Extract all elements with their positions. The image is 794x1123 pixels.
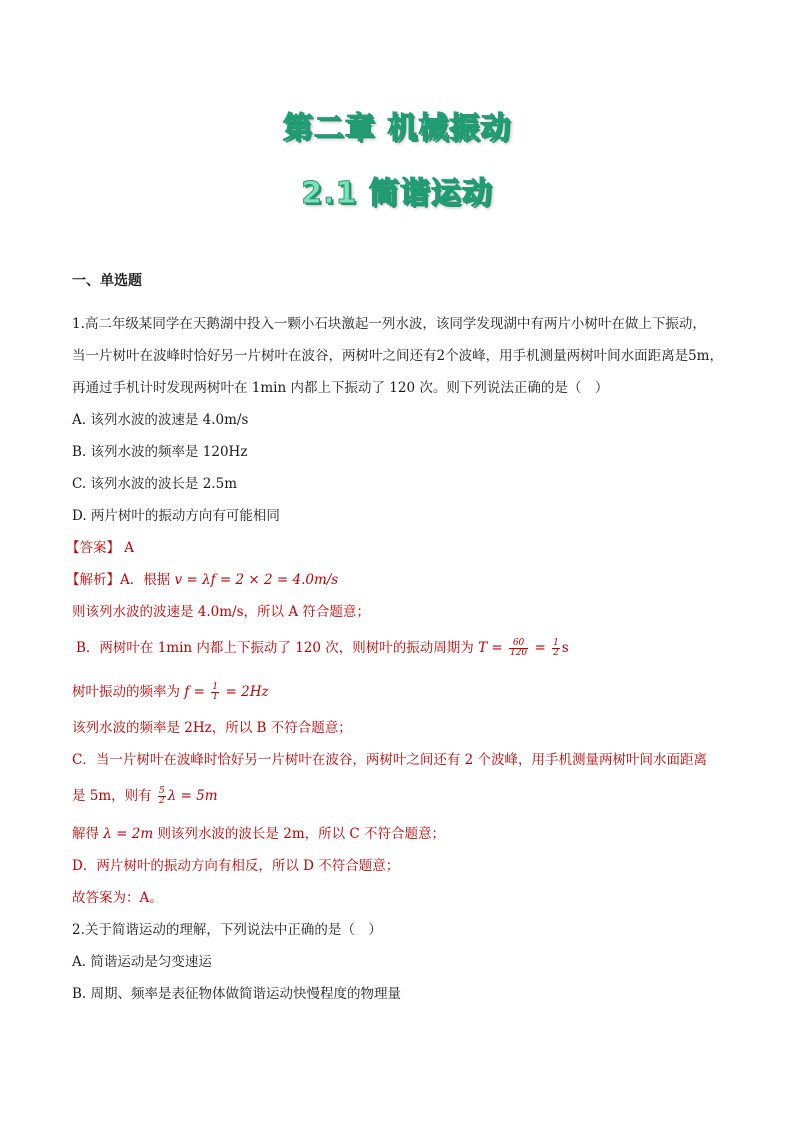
frac-denominator: 2 xyxy=(158,796,165,806)
q1-stem-line1: 1.高二年级某同学在天鹅湖中投入一颗小石块激起一列水波，该同学发现湖中有两片小树叶在做上下振动， xyxy=(72,316,706,332)
q2-option-b: B. 周期、频率是表征物体做简谐运动快慢程度的物理量 xyxy=(72,986,402,1002)
fraction-1-T xyxy=(211,683,219,702)
q1-analysis-b-conclusion: 该列水波的频率是 2Hz，所以 B 不符合题意； xyxy=(72,720,352,736)
q1-stem-line3: 再通过手机计时发现两树叶在 1min 内都上下振动了 120 次。则下列说法正确的是（ ） xyxy=(72,380,609,396)
analysis-a-prefix: A．根据 xyxy=(120,572,171,588)
q1-option-c: C. 该列水波的波长是 2.5m xyxy=(72,476,237,492)
formula-wavelength: λ = 2m xyxy=(103,826,154,842)
formula-period-symbol: T = xyxy=(478,640,503,656)
frac-denominator: T xyxy=(212,692,219,702)
q1-option-b: B. 该列水波的频率是 120Hz xyxy=(72,444,248,460)
frac-denominator: 120 xyxy=(509,648,528,658)
q1-analysis-c-line3 xyxy=(72,824,445,844)
q1-analysis-c-line1: C．当一片树叶在波峰时恰好另一片树叶在波谷，两树叶之间还有 2 个波峰，用手机测量两树叶间水面距离 xyxy=(72,752,707,768)
q1-analysis-a xyxy=(66,570,338,590)
fraction-1-2 xyxy=(552,639,560,658)
frequency-prefix: 树叶振动的频率为 xyxy=(72,684,180,700)
q2-stem: 2.关于简谐运动的理解，下列说法中正确的是（ ） xyxy=(72,922,382,938)
fraction-5-2 xyxy=(158,787,166,806)
q1-stem-line2: 当一片树叶在波峰时恰好另一片树叶在波谷，两树叶之间还有2个波峰，用手机测量两树叶间水面距离是5m， xyxy=(72,348,723,364)
analysis-c-solve: 解得 xyxy=(72,826,99,842)
analysis-b-prefix: B．两树叶在 1min 内都上下振动了 120 次，则树叶的振动周期为 xyxy=(76,640,474,656)
frac-numerator: 60 xyxy=(509,639,528,649)
formula-wavelength-relation: λ = 5m xyxy=(167,788,218,804)
period-unit: s xyxy=(561,640,569,656)
formula-frequency-symbol: f = xyxy=(184,684,205,700)
frac-denominator: 2 xyxy=(553,648,559,658)
q1-analysis-final: 故答案为：A。 xyxy=(72,890,163,906)
formula-wave-speed: v = λf = 2 × 2 = 4.0m/s xyxy=(174,572,339,588)
analysis-c-prefix: 是 5m，则有 xyxy=(72,788,152,804)
q1-analysis-c-line2 xyxy=(72,786,218,806)
analysis-c-conclusion: 则该列水波的波长是 2m，所以 C 不符合题意； xyxy=(157,826,446,842)
frac-numerator: 1 xyxy=(553,638,559,648)
chapter-title: 第二章 机械振动 xyxy=(282,111,512,146)
frequency-result: = 2Hz xyxy=(225,684,269,700)
q2-option-a: A. 简谐运动是匀变速运 xyxy=(72,954,212,970)
q1-analysis-frequency xyxy=(72,682,269,702)
frac-numerator: 5 xyxy=(158,786,165,796)
analysis-label: 【解析】 xyxy=(66,572,120,588)
q1-answer xyxy=(66,538,134,558)
frac-numerator: 1 xyxy=(212,682,219,692)
answer-label: 【答案】 xyxy=(66,540,120,556)
answer-value: A xyxy=(124,540,135,556)
q1-analysis-d: D．两片树叶的振动方向有相反，所以 D 不符合题意； xyxy=(72,858,400,874)
q1-option-a: A. 该列水波的波速是 4.0m/s xyxy=(72,412,249,428)
q1-option-d: D. 两片树叶的振动方向有可能相同 xyxy=(72,508,280,524)
section-heading: 一、单选题 xyxy=(72,273,142,289)
q1-analysis-a-conclusion: 则该列水波的波速是 4.0m/s，所以 A 符合题意； xyxy=(72,604,370,620)
equals-sign: = xyxy=(534,640,546,656)
section-title: 2.1 简谐运动 xyxy=(301,176,493,211)
fraction-60-120 xyxy=(509,639,528,658)
q1-analysis-b xyxy=(76,638,569,658)
